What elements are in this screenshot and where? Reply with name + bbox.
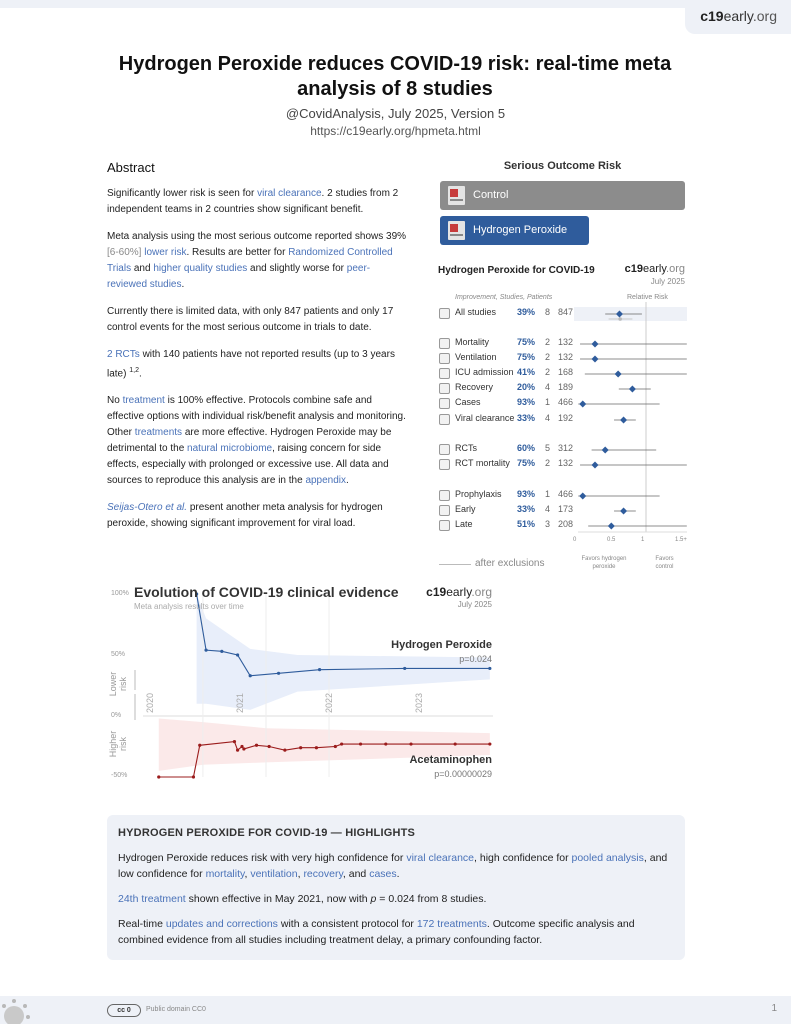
forest-exclusion-point — [618, 317, 622, 321]
forest-brand: c19early.org — [624, 263, 685, 275]
ytick-100: 100% — [111, 590, 129, 597]
hl-ventilation-link[interactable]: ventilation — [250, 868, 298, 880]
forest-row-pct: 93% — [517, 489, 536, 499]
ac-data-point — [454, 742, 457, 745]
ac-data-point — [283, 749, 286, 752]
hp-data-point — [249, 674, 252, 677]
lower-risk-label: Lower risk — [108, 671, 128, 697]
highlights-p2: 24th treatment shown effective in May 2021, now with p = 0.024 from 8 studies. — [118, 893, 487, 905]
forest-row-pct: 75% — [517, 352, 536, 362]
abstract-p3: Currently there is limited data, with only 847 patients and only 17 control events for the most serious outcome in trials to date. — [107, 306, 394, 333]
ac-data-point — [242, 747, 245, 750]
forest-row-studies: 1 — [545, 489, 551, 499]
forest-row-patients: 466 — [558, 397, 574, 407]
forest-point — [629, 386, 636, 393]
favors-control-label: Favors control — [655, 556, 674, 570]
peer-reviewed-link[interactable]: peer-reviewed studies — [107, 263, 371, 290]
hp-pvalue: p=0.024 — [459, 654, 492, 664]
hp-data-point — [204, 649, 207, 652]
hl-mortality-link[interactable]: mortality — [205, 868, 245, 880]
hp-data-point — [403, 667, 406, 670]
forest-row-label: Early — [455, 504, 476, 514]
favors-treatment-label: Favors hydrogen peroxide — [581, 556, 627, 570]
quality-link[interactable]: higher quality studies — [153, 263, 248, 274]
forest-header-left: Improvement, Studies, Patients — [455, 294, 553, 301]
forest-header-right: Relative Risk — [627, 294, 668, 301]
ac-data-point — [255, 744, 258, 747]
hl-recovery-link[interactable]: recovery — [303, 868, 343, 880]
forest-row-label: Ventilation — [455, 352, 497, 362]
forest-row-studies: 4 — [545, 413, 551, 423]
forest-row-patients: 132 — [558, 337, 574, 347]
treatment-link[interactable]: treatment — [122, 395, 165, 407]
forest-row-patients: 132 — [558, 352, 574, 362]
seijas-otero-link[interactable]: Seijas-Otero et al. — [107, 502, 188, 514]
highlights-p1: Hydrogen Peroxide reduces risk with very high confidence for viral clearance, high confidence for pooled analysis, and low confidence for mortality, ventilation, recovery, and cases. — [118, 852, 668, 880]
forest-plot — [437, 262, 687, 572]
higher-risk-label: Higher risk — [108, 730, 128, 758]
evolution-subtitle: Meta analysis results over time — [134, 602, 244, 611]
ytick-neg50: -50% — [111, 772, 128, 779]
forest-row-patients: 208 — [558, 519, 574, 529]
forest-row-studies: 2 — [545, 352, 551, 362]
forest-row-studies: 4 — [545, 382, 551, 392]
cc0-badge[interactable]: cc 0 — [107, 1004, 141, 1017]
top-bar — [0, 0, 791, 8]
forest-row-pct: 93% — [517, 397, 536, 407]
year-2022: 2022 — [324, 692, 334, 713]
forest-axis-tick: 1 — [641, 537, 645, 543]
treatment-risk-bar: Hydrogen Peroxide — [440, 216, 589, 245]
evolution-title: Evolution of COVID-19 clinical evidence — [134, 584, 399, 600]
hl-updates-link[interactable]: updates and corrections — [165, 918, 278, 930]
prophylaxis-icon — [439, 490, 450, 501]
forest-row-patients: 847 — [558, 307, 574, 317]
forest-row-pct: 33% — [517, 413, 536, 423]
forest-point — [602, 447, 609, 454]
hl-viral-clearance-link[interactable]: viral clearance — [406, 852, 475, 864]
forest-row-label: ICU admission — [455, 367, 514, 377]
forest-row-patients: 466 — [558, 489, 574, 499]
appendix-link[interactable]: appendix — [305, 475, 347, 487]
hl-pooled-link[interactable]: pooled analysis — [571, 852, 644, 864]
control-risk-bar: Control — [440, 181, 685, 210]
year-2021: 2021 — [235, 692, 245, 713]
hp-data-point — [236, 653, 239, 656]
early-icon — [439, 505, 450, 516]
ac-data-point — [268, 745, 271, 748]
forest-row-patients: 168 — [558, 367, 574, 377]
ac-data-point — [384, 742, 387, 745]
ac-data-point — [236, 749, 239, 752]
year-2020: 2020 — [145, 692, 155, 713]
virus-icon — [0, 992, 34, 1024]
ac-data-point — [409, 742, 412, 745]
icu-icon — [439, 368, 450, 379]
forest-row-label: Prophylaxis — [455, 489, 502, 499]
forest-row-pct: 33% — [517, 504, 536, 514]
recovery-icon — [439, 383, 450, 394]
forest-axis-tick: 0.5 — [607, 537, 616, 543]
author-line: @CovidAnalysis, July 2025, Version 5 — [285, 106, 506, 121]
forest-row-pct: 75% — [517, 337, 536, 347]
ac-data-point — [198, 744, 201, 747]
forest-point — [608, 523, 615, 530]
ac-series-label: Acetaminophen — [409, 754, 492, 766]
forest-row-label: Late — [455, 519, 473, 529]
cases-icon — [439, 398, 450, 409]
rct-icon — [439, 444, 450, 455]
ac-data-point — [334, 745, 337, 748]
forest-row-studies: 2 — [545, 367, 551, 377]
forest-row-pct: 41% — [517, 367, 536, 377]
ac-data-point — [157, 775, 160, 778]
rct-mortality-icon — [439, 459, 450, 470]
hl-172-link[interactable]: 172 treatments — [416, 918, 487, 930]
rct-link[interactable]: Randomized Controlled Trials — [107, 247, 393, 274]
forest-point — [592, 462, 599, 469]
forest-row-patients: 312 — [558, 443, 574, 453]
forest-row-label: RCTs — [455, 443, 477, 453]
forest-row-patients: 132 — [558, 458, 574, 468]
forest-row-studies: 2 — [545, 458, 551, 468]
all-studies-icon — [439, 308, 450, 319]
forest-row-label: Recovery — [455, 382, 494, 392]
ac-data-point — [359, 742, 362, 745]
ac-data-point — [315, 746, 318, 749]
highlights-p3: Real-time updates and corrections with a consistent protocol for 172 treatments. Outcome specific analysis and combined evidence from all studies including treatment delay, a primary confounding factor. — [118, 918, 635, 946]
hl-cases-link[interactable]: cases — [369, 868, 397, 880]
forest-point — [620, 508, 627, 515]
evolution-chart — [105, 582, 497, 790]
forest-point — [592, 356, 599, 363]
abstract-p5: No treatment is 100% effective. Protocols combine safe and effective options with individual risk/benefit analysis and monitoring. Other treatments are more effective. Hydrogen Peroxide may be detrimental to the natural microbiome, raising concern for side effects, especially with prolonged or excessive use. All data and sources to reproduce this analysis are in the appendix. — [107, 395, 406, 487]
ac-data-point — [340, 742, 343, 745]
late-icon — [439, 520, 450, 531]
ytick-0: 0% — [111, 712, 122, 719]
ac-data-point — [299, 746, 302, 749]
forest-row-studies: 8 — [545, 307, 551, 317]
mortality-icon — [439, 338, 450, 349]
forest-row-pct: 51% — [517, 519, 536, 529]
forest-row-pct: 39% — [517, 307, 536, 317]
abstract-section — [107, 160, 407, 543]
virus-icon — [439, 414, 450, 425]
rcts-link[interactable]: 2 RCTs — [107, 349, 140, 360]
site-logo[interactable]: c19early.org — [685, 0, 791, 34]
abstract-p1: Significantly lower risk is seen for viral clearance. 2 studies from 2 independent teams in 2 countries show significant benefit. — [107, 188, 399, 215]
forest-row-patients: 189 — [558, 382, 574, 392]
hl-24th-link[interactable]: 24th treatment — [118, 893, 186, 905]
ytick-50: 50% — [111, 651, 126, 658]
forest-point — [592, 341, 599, 348]
hospital-icon — [448, 221, 465, 240]
abstract-p2: Meta analysis using the most serious outcome reported shows 39% [6-60%] lower risk. Results are better for Randomized Controlled Trials and higher quality studies and slightly worse for peer-reviewed studies. — [107, 231, 407, 290]
forest-axis-tick: 0 — [573, 537, 577, 543]
abstract-p6: Seijas-Otero et al. present another meta analysis for hydrogen peroxide, showing significant improvement for viral load. — [107, 502, 383, 530]
evolution-brand: c19early.org — [426, 585, 492, 599]
forest-axis-tick: 1.5+ — [675, 537, 687, 543]
forest-row-patients: 173 — [558, 504, 574, 514]
license-text: Public domain CC0 — [146, 1006, 206, 1013]
forest-point — [620, 417, 627, 424]
treatments-link[interactable]: treatments — [134, 427, 183, 439]
abstract-heading: Abstract — [107, 160, 155, 175]
page-url[interactable]: https://c19early.org/hpmeta.html — [310, 124, 481, 138]
forest-row-pct: 60% — [517, 443, 536, 453]
page-title: Hydrogen Peroxide reduces COVID-19 risk: real-time meta analysis of 8 studies — [118, 53, 672, 100]
ac-pvalue: p=0.00000029 — [434, 769, 492, 779]
forest-row-patients: 192 — [558, 413, 574, 423]
forest-row-studies: 2 — [545, 337, 551, 347]
highlights-heading: HYDROGEN PEROXIDE FOR COVID-19 — HIGHLIGHTS — [118, 827, 416, 839]
forest-row-studies: 4 — [545, 504, 551, 514]
forest-row-pct: 75% — [517, 458, 536, 468]
ac-data-point — [488, 742, 491, 745]
forest-row-label: Viral clearance — [455, 413, 515, 423]
lower-risk-link[interactable]: lower risk — [141, 247, 187, 258]
forest-row-pct: 20% — [517, 382, 536, 392]
viral-clearance-link[interactable]: viral clearance — [257, 188, 322, 199]
forest-row-label: Cases — [455, 397, 481, 407]
evolution-date: July 2025 — [457, 600, 492, 609]
page-number: 1 — [771, 1003, 777, 1014]
hospital-icon — [448, 186, 465, 205]
hp-data-point — [488, 667, 491, 670]
forest-row-studies: 3 — [545, 519, 551, 529]
highlights-box — [107, 815, 685, 960]
forest-point — [579, 493, 586, 500]
hp-data-point — [220, 650, 223, 653]
hp-series-label: Hydrogen Peroxide — [391, 639, 492, 651]
forest-point — [579, 401, 586, 408]
hp-data-point — [318, 668, 321, 671]
forest-row-label: RCT mortality — [455, 458, 510, 468]
forest-row-label: All studies — [455, 307, 497, 317]
year-2023: 2023 — [414, 692, 424, 713]
forest-row-studies: 1 — [545, 397, 551, 407]
forest-row-label: Mortality — [455, 337, 490, 347]
forest-point — [615, 371, 622, 378]
ci-link[interactable]: [6-60%] — [107, 247, 142, 258]
forest-date: July 2025 — [650, 277, 685, 286]
forest-title: Hydrogen Peroxide for COVID-19 — [438, 265, 595, 276]
forest-row-studies: 5 — [545, 443, 551, 453]
abstract-p4: 2 RCTs with 140 patients have not reported results (up to 3 years late) $^{1,2}$. — [107, 349, 395, 380]
after-exclusions-legend: after exclusions — [475, 558, 545, 569]
ventilation-icon — [439, 353, 450, 364]
hp-data-point — [277, 672, 280, 675]
ac-data-point — [192, 775, 195, 778]
microbiome-link[interactable]: natural microbiome — [187, 443, 273, 455]
serious-outcome-title: Serious Outcome Risk — [503, 160, 622, 172]
ac-data-point — [233, 740, 236, 743]
